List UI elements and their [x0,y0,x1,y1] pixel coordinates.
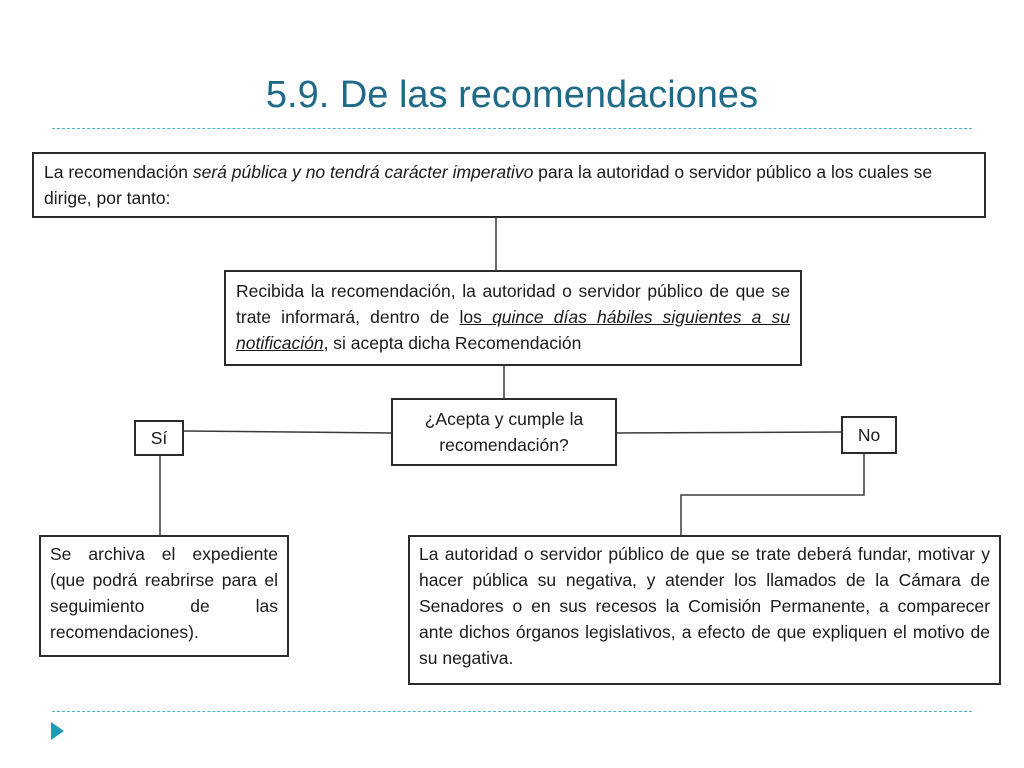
decision-question-box: ¿Acepta y cumple la recomendación? [391,398,617,466]
received-text-4: , si acepta dicha Recomendación [323,333,582,353]
bottom-divider [52,711,972,712]
connector-question-to-yes [184,431,391,433]
no-outcome-box: La autoridad o servidor público de que se trate deberá fundar, motivar y hacer pública su negativa, y atender los llamados de la Cámara de Senadores o en sus recesos la Comisión Permanente, a comparecer ante dichos órganos legislativos, a efecto de que expliquen el motivo de su negativa. [408,535,1001,685]
connector-no-to-negative [681,454,864,535]
connector-question-to-no [617,432,841,433]
received-box [224,270,802,366]
yes-outcome-box: Se archiva el expediente (que podrá reabrirse para el seguimiento de las recomendaciones). [39,535,289,657]
received-text-1: Recibida la recomendación, la autoridad o servidor público de que se trate informará, dentro de [236,281,790,327]
intro-box [32,152,986,218]
intro-text-1: La recomendación [44,162,193,182]
intro-text-emphasis: será pública y no tendrá carácter imperativo [192,162,534,182]
no-label-box: No [841,416,897,454]
received-text-deadline: quince días hábiles siguientes a su notificación [236,307,791,353]
slide-title: 5.9. De las recomendaciones [265,74,759,116]
bullet-arrow-icon [51,722,64,740]
intro-text-3: para la autoridad o servidor público a los cuales se dirige, por tanto: [44,162,933,208]
yes-label-box: Sí [134,420,184,456]
received-text-underlined: los [459,307,493,327]
